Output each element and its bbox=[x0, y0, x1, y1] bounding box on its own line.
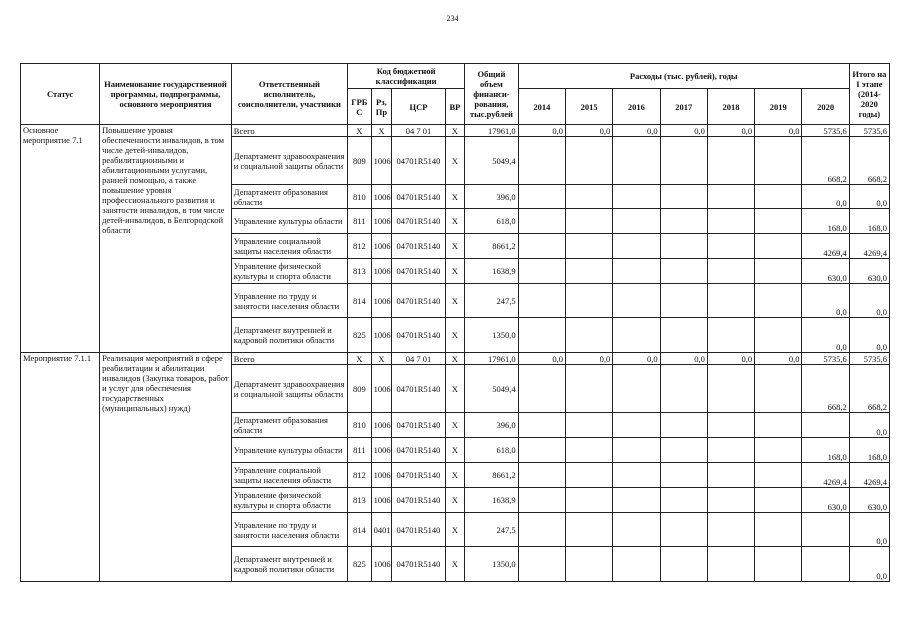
year-value-cell bbox=[565, 234, 612, 259]
grbs-cell: 812 bbox=[348, 234, 372, 259]
rz-pr-cell: 1006 bbox=[371, 185, 392, 209]
grbs-cell: 810 bbox=[348, 185, 372, 209]
year-value-cell bbox=[755, 185, 802, 209]
year-value-cell bbox=[613, 365, 660, 413]
total-funding-cell: 396,0 bbox=[465, 185, 518, 209]
csr-cell: 04701R5140 bbox=[392, 488, 445, 513]
year-value-cell bbox=[518, 185, 565, 209]
year-value-cell bbox=[707, 365, 754, 413]
csr-cell: 04 7 01 bbox=[392, 353, 445, 365]
responsible-cell: Управление по труду и занятости населения области bbox=[231, 284, 347, 318]
csr-cell: 04701R5140 bbox=[392, 284, 445, 318]
year-value-cell bbox=[565, 488, 612, 513]
year-value-cell bbox=[518, 438, 565, 463]
year-value-cell bbox=[565, 209, 612, 234]
rz-pr-cell: 1006 bbox=[371, 413, 392, 438]
responsible-cell: Департамент здравоохранения и социальной защиты области bbox=[231, 137, 347, 185]
rz-pr-cell: 1006 bbox=[371, 259, 392, 284]
year-value-cell: 0,0 bbox=[755, 353, 802, 365]
header-vr: ВР bbox=[445, 89, 465, 125]
responsible-cell: Департамент образования области bbox=[231, 413, 347, 438]
year-value-cell bbox=[660, 318, 707, 353]
csr-cell: 04701R5140 bbox=[392, 463, 445, 488]
year-value-cell bbox=[565, 413, 612, 438]
table-row bbox=[21, 353, 890, 365]
vr-cell: Х bbox=[445, 209, 465, 234]
program-name-cell: Реализация мероприятий в сфере реабилитации и абилитации инвалидов (Закупка товаров, работ и услуг для обеспечения государственных (муниципальных) нужд) bbox=[100, 353, 232, 582]
year-value-cell bbox=[802, 547, 849, 582]
year-value-cell bbox=[565, 365, 612, 413]
year-value-cell bbox=[518, 547, 565, 582]
header-grbs: ГРБ С bbox=[348, 89, 372, 125]
csr-cell: 04701R5140 bbox=[392, 513, 445, 547]
year-value-cell bbox=[613, 513, 660, 547]
year-value-cell bbox=[660, 284, 707, 318]
csr-cell: 04701R5140 bbox=[392, 438, 445, 463]
year-value-cell bbox=[755, 284, 802, 318]
header-responsible: Ответственный исполнитель, соисполнители, участники bbox=[231, 64, 347, 125]
rz-pr-cell: 1006 bbox=[371, 463, 392, 488]
total-stage1-cell: 168,0 bbox=[849, 209, 889, 234]
header-year: 2020 bbox=[802, 89, 849, 125]
year-value-cell bbox=[613, 547, 660, 582]
csr-cell: 04701R5140 bbox=[392, 185, 445, 209]
year-value-cell bbox=[518, 318, 565, 353]
page-number: 234 bbox=[446, 14, 459, 23]
responsible-cell: Управление физической культуры и спорта области bbox=[231, 488, 347, 513]
year-value-cell: 0,0 bbox=[660, 353, 707, 365]
grbs-cell: 813 bbox=[348, 488, 372, 513]
vr-cell: Х bbox=[445, 463, 465, 488]
year-value-cell: 630,0 bbox=[802, 259, 849, 284]
year-value-cell bbox=[613, 413, 660, 438]
header-year: 2016 bbox=[613, 89, 660, 125]
grbs-cell: 811 bbox=[348, 209, 372, 234]
year-value-cell bbox=[802, 413, 849, 438]
year-value-cell bbox=[755, 547, 802, 582]
total-funding-cell: 1350,0 bbox=[465, 318, 518, 353]
total-funding-cell: 8661,2 bbox=[465, 234, 518, 259]
responsible-cell: Всего bbox=[231, 125, 347, 137]
responsible-cell: Управление социальной защиты населения области bbox=[231, 463, 347, 488]
total-funding-cell: 618,0 bbox=[465, 438, 518, 463]
rz-pr-cell: Х bbox=[371, 125, 392, 137]
vr-cell: Х bbox=[445, 125, 465, 137]
budget-table bbox=[20, 63, 890, 582]
header-budget-code: Код бюджетной классификации bbox=[348, 64, 465, 89]
grbs-cell: Х bbox=[348, 125, 372, 137]
year-value-cell bbox=[565, 137, 612, 185]
year-value-cell: 0,0 bbox=[755, 125, 802, 137]
rz-pr-cell: 1006 bbox=[371, 488, 392, 513]
vr-cell: Х bbox=[445, 353, 465, 365]
responsible-cell: Управление физической культуры и спорта области bbox=[231, 259, 347, 284]
responsible-cell: Департамент внутренней и кадровой политики области bbox=[231, 318, 347, 353]
year-value-cell bbox=[707, 185, 754, 209]
year-value-cell: 0,0 bbox=[802, 284, 849, 318]
total-stage1-cell: 0,0 bbox=[849, 284, 889, 318]
year-value-cell: 0,0 bbox=[660, 125, 707, 137]
year-value-cell bbox=[755, 318, 802, 353]
year-value-cell: 5735,6 bbox=[802, 125, 849, 137]
year-value-cell bbox=[518, 513, 565, 547]
responsible-cell: Управление культуры области bbox=[231, 438, 347, 463]
vr-cell: Х bbox=[445, 234, 465, 259]
vr-cell: Х bbox=[445, 413, 465, 438]
header-year: 2018 bbox=[707, 89, 754, 125]
year-value-cell bbox=[660, 488, 707, 513]
year-value-cell bbox=[707, 318, 754, 353]
csr-cell: 04 7 01 bbox=[392, 125, 445, 137]
grbs-cell: Х bbox=[348, 353, 372, 365]
rz-pr-cell: 1006 bbox=[371, 234, 392, 259]
header-status: Статус bbox=[21, 64, 100, 125]
year-value-cell bbox=[707, 234, 754, 259]
year-value-cell bbox=[518, 488, 565, 513]
header-program-name: Наименование государственной программы, подпрограммы, основного мероприятия bbox=[100, 64, 232, 125]
total-funding-cell: 1638,9 bbox=[465, 259, 518, 284]
year-value-cell: 4269,4 bbox=[802, 463, 849, 488]
year-value-cell: 0,0 bbox=[802, 318, 849, 353]
year-value-cell bbox=[613, 488, 660, 513]
rz-pr-cell: 1006 bbox=[371, 547, 392, 582]
total-funding-cell: 247,5 bbox=[465, 513, 518, 547]
responsible-cell: Департамент образования области bbox=[231, 185, 347, 209]
year-value-cell: 668,2 bbox=[802, 137, 849, 185]
year-value-cell bbox=[660, 185, 707, 209]
total-funding-cell: 5049,4 bbox=[465, 137, 518, 185]
total-stage1-cell: 0,0 bbox=[849, 185, 889, 209]
total-stage1-cell: 630,0 bbox=[849, 488, 889, 513]
year-value-cell bbox=[613, 438, 660, 463]
total-funding-cell: 8661,2 bbox=[465, 463, 518, 488]
year-value-cell bbox=[518, 365, 565, 413]
budget-table-container bbox=[20, 63, 890, 582]
header-rz-pr: Рз, Пр bbox=[371, 89, 392, 125]
total-stage1-cell: 5735,6 bbox=[849, 125, 889, 137]
rz-pr-cell: 1006 bbox=[371, 209, 392, 234]
grbs-cell: 812 bbox=[348, 463, 372, 488]
year-value-cell: 0,0 bbox=[518, 353, 565, 365]
grbs-cell: 809 bbox=[348, 137, 372, 185]
year-value-cell bbox=[755, 137, 802, 185]
grbs-cell: 809 bbox=[348, 365, 372, 413]
program-name-cell: Повышение уровня обеспеченности инвалидов, в том числе детей-инвалидов, реабилитационными и абилитационными услугами, ранней помощью, а также повышение уровня профессионального развития и занятости инвалидов, в том числе детей-инвалидов, в Белгородской области bbox=[100, 125, 232, 353]
rz-pr-cell: 1006 bbox=[371, 137, 392, 185]
year-value-cell bbox=[755, 209, 802, 234]
responsible-cell: Управление культуры области bbox=[231, 209, 347, 234]
grbs-cell: 814 bbox=[348, 513, 372, 547]
header-year: 2015 bbox=[565, 89, 612, 125]
year-value-cell bbox=[518, 209, 565, 234]
total-funding-cell: 396,0 bbox=[465, 413, 518, 438]
header-total-funding: Общий объем финанси-рования, тыс.рублей bbox=[465, 64, 518, 125]
csr-cell: 04701R5140 bbox=[392, 318, 445, 353]
year-value-cell bbox=[518, 259, 565, 284]
year-value-cell bbox=[802, 513, 849, 547]
year-value-cell: 0,0 bbox=[565, 353, 612, 365]
csr-cell: 04701R5140 bbox=[392, 209, 445, 234]
year-value-cell bbox=[755, 488, 802, 513]
total-stage1-cell: 668,2 bbox=[849, 137, 889, 185]
year-value-cell bbox=[707, 413, 754, 438]
year-value-cell bbox=[518, 413, 565, 438]
year-value-cell bbox=[565, 284, 612, 318]
rz-pr-cell: 1006 bbox=[371, 438, 392, 463]
year-value-cell bbox=[613, 318, 660, 353]
vr-cell: Х bbox=[445, 547, 465, 582]
csr-cell: 04701R5140 bbox=[392, 259, 445, 284]
total-stage1-cell: 0,0 bbox=[849, 413, 889, 438]
year-value-cell bbox=[707, 488, 754, 513]
total-funding-cell: 17961,0 bbox=[465, 353, 518, 365]
year-value-cell bbox=[660, 513, 707, 547]
year-value-cell: 0,0 bbox=[802, 185, 849, 209]
year-value-cell bbox=[660, 463, 707, 488]
year-value-cell bbox=[707, 438, 754, 463]
year-value-cell bbox=[707, 547, 754, 582]
status-cell: Мероприятие 7.1.1 bbox=[21, 353, 100, 582]
year-value-cell bbox=[660, 259, 707, 284]
csr-cell: 04701R5140 bbox=[392, 137, 445, 185]
year-value-cell: 0,0 bbox=[707, 125, 754, 137]
responsible-cell: Департамент здравоохранения и социальной защиты области bbox=[231, 365, 347, 413]
total-funding-cell: 1350,0 bbox=[465, 547, 518, 582]
total-stage1-cell: 0,0 bbox=[849, 547, 889, 582]
grbs-cell: 813 bbox=[348, 259, 372, 284]
vr-cell: Х bbox=[445, 284, 465, 318]
vr-cell: Х bbox=[445, 185, 465, 209]
year-value-cell: 0,0 bbox=[518, 125, 565, 137]
total-stage1-cell: 4269,4 bbox=[849, 463, 889, 488]
rz-pr-cell: Х bbox=[371, 353, 392, 365]
table-body bbox=[21, 125, 890, 582]
year-value-cell: 0,0 bbox=[707, 353, 754, 365]
year-value-cell bbox=[707, 137, 754, 185]
total-funding-cell: 5049,4 bbox=[465, 365, 518, 413]
year-value-cell bbox=[755, 234, 802, 259]
total-funding-cell: 618,0 bbox=[465, 209, 518, 234]
csr-cell: 04701R5140 bbox=[392, 413, 445, 438]
total-funding-cell: 1638,9 bbox=[465, 488, 518, 513]
year-value-cell bbox=[518, 463, 565, 488]
year-value-cell bbox=[565, 438, 612, 463]
year-value-cell bbox=[613, 185, 660, 209]
table-row bbox=[21, 125, 890, 137]
year-value-cell bbox=[660, 438, 707, 463]
vr-cell: Х bbox=[445, 438, 465, 463]
year-value-cell bbox=[660, 209, 707, 234]
header-year: 2019 bbox=[755, 89, 802, 125]
year-value-cell: 5735,6 bbox=[802, 353, 849, 365]
header-total-stage1: Итого на I этапе (2014-2020 годы) bbox=[849, 64, 889, 125]
year-value-cell bbox=[613, 463, 660, 488]
year-value-cell bbox=[707, 463, 754, 488]
year-value-cell bbox=[707, 513, 754, 547]
total-stage1-cell: 0,0 bbox=[849, 318, 889, 353]
year-value-cell: 168,0 bbox=[802, 438, 849, 463]
year-value-cell bbox=[660, 413, 707, 438]
responsible-cell: Управление социальной защиты населения области bbox=[231, 234, 347, 259]
grbs-cell: 811 bbox=[348, 438, 372, 463]
rz-pr-cell: 1006 bbox=[371, 365, 392, 413]
year-value-cell bbox=[660, 365, 707, 413]
year-value-cell: 668,2 bbox=[802, 365, 849, 413]
year-value-cell bbox=[755, 259, 802, 284]
year-value-cell bbox=[755, 365, 802, 413]
rz-pr-cell: 1006 bbox=[371, 284, 392, 318]
year-value-cell bbox=[707, 284, 754, 318]
year-value-cell bbox=[518, 137, 565, 185]
total-stage1-cell: 168,0 bbox=[849, 438, 889, 463]
year-value-cell bbox=[565, 185, 612, 209]
year-value-cell: 0,0 bbox=[613, 125, 660, 137]
header-expenses-by-year: Расходы (тыс. рублей), годы bbox=[518, 64, 849, 89]
year-value-cell bbox=[613, 259, 660, 284]
csr-cell: 04701R5140 bbox=[392, 547, 445, 582]
grbs-cell: 825 bbox=[348, 318, 372, 353]
year-value-cell: 168,0 bbox=[802, 209, 849, 234]
year-value-cell: 630,0 bbox=[802, 488, 849, 513]
header-csr: ЦСР bbox=[392, 89, 445, 125]
rz-pr-cell: 1006 bbox=[371, 318, 392, 353]
year-value-cell bbox=[613, 137, 660, 185]
total-stage1-cell: 5735,6 bbox=[849, 353, 889, 365]
year-value-cell bbox=[518, 284, 565, 318]
year-value-cell bbox=[660, 234, 707, 259]
year-value-cell: 4269,4 bbox=[802, 234, 849, 259]
vr-cell: Х bbox=[445, 259, 465, 284]
total-funding-cell: 17961,0 bbox=[465, 125, 518, 137]
vr-cell: Х bbox=[445, 318, 465, 353]
year-value-cell bbox=[565, 463, 612, 488]
vr-cell: Х bbox=[445, 365, 465, 413]
year-value-cell bbox=[755, 513, 802, 547]
grbs-cell: 814 bbox=[348, 284, 372, 318]
year-value-cell bbox=[660, 137, 707, 185]
header-year: 2014 bbox=[518, 89, 565, 125]
responsible-cell: Всего bbox=[231, 353, 347, 365]
year-value-cell bbox=[613, 234, 660, 259]
year-value-cell bbox=[565, 318, 612, 353]
year-value-cell bbox=[565, 259, 612, 284]
year-value-cell bbox=[565, 513, 612, 547]
year-value-cell bbox=[707, 259, 754, 284]
total-stage1-cell: 668,2 bbox=[849, 365, 889, 413]
total-stage1-cell: 630,0 bbox=[849, 259, 889, 284]
year-value-cell bbox=[613, 284, 660, 318]
vr-cell: Х bbox=[445, 137, 465, 185]
year-value-cell bbox=[518, 234, 565, 259]
year-value-cell: 0,0 bbox=[613, 353, 660, 365]
csr-cell: 04701R5140 bbox=[392, 234, 445, 259]
year-value-cell bbox=[755, 413, 802, 438]
header-year: 2017 bbox=[660, 89, 707, 125]
year-value-cell bbox=[707, 209, 754, 234]
status-cell: Основное мероприятие 7.1 bbox=[21, 125, 100, 353]
vr-cell: Х bbox=[445, 488, 465, 513]
grbs-cell: 825 bbox=[348, 547, 372, 582]
responsible-cell: Управление по труду и занятости населения области bbox=[231, 513, 347, 547]
total-stage1-cell: 0,0 bbox=[849, 513, 889, 547]
year-value-cell: 0,0 bbox=[565, 125, 612, 137]
grbs-cell: 810 bbox=[348, 413, 372, 438]
year-value-cell bbox=[755, 463, 802, 488]
responsible-cell: Департамент внутренней и кадровой политики области bbox=[231, 547, 347, 582]
year-value-cell bbox=[565, 547, 612, 582]
total-stage1-cell: 4269,4 bbox=[849, 234, 889, 259]
rz-pr-cell: 0401 bbox=[371, 513, 392, 547]
total-funding-cell: 247,5 bbox=[465, 284, 518, 318]
csr-cell: 04701R5140 bbox=[392, 365, 445, 413]
year-value-cell bbox=[660, 547, 707, 582]
year-value-cell bbox=[755, 438, 802, 463]
year-value-cell bbox=[613, 209, 660, 234]
vr-cell: Х bbox=[445, 513, 465, 547]
